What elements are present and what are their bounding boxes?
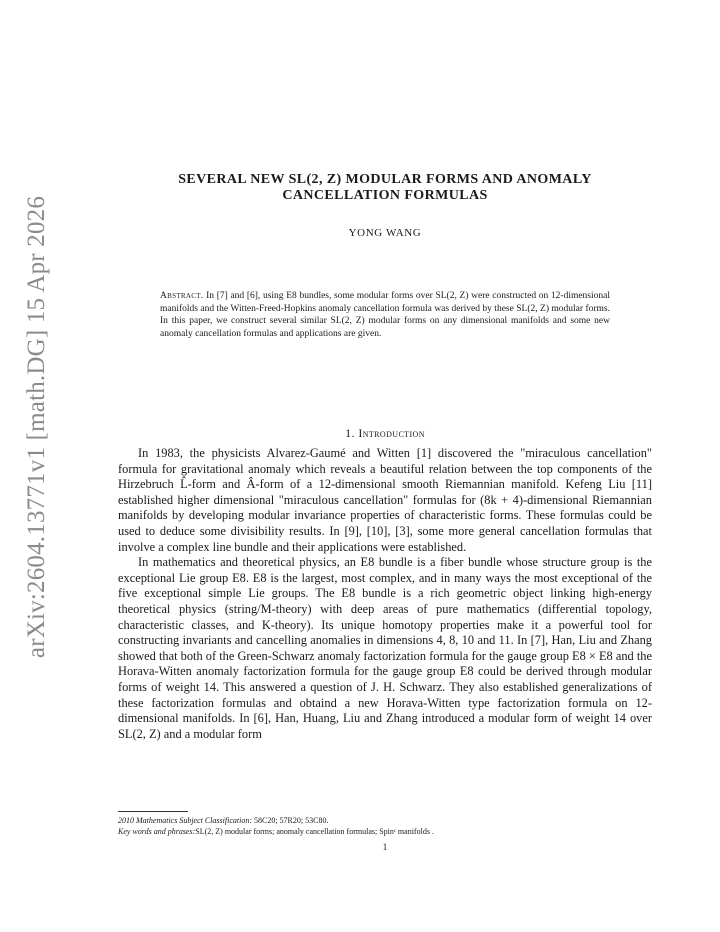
page-number: 1 bbox=[382, 843, 388, 853]
paper-title-line-1: SEVERAL NEW SL(2, Z) MODULAR FORMS AND ANOMALY bbox=[178, 172, 592, 187]
section-heading bbox=[118, 426, 652, 441]
footnote-classification bbox=[118, 815, 652, 826]
paper-title-line-2: CANCELLATION FORMULAS bbox=[282, 188, 488, 203]
classification-value: 58C20; 57R20; 53C80. bbox=[253, 816, 329, 825]
paragraph: In 1983, the physicists Alvarez-Gaumé and Witten [1] discovered the "miraculous cancellation" formula for gravitational anomaly which reveals a beautiful relation between the top components of the Hirzebruch L̂-form and Â-form of a 12-dimensional smooth Riemannian manifold. Kefeng Liu [11] established higher dimensional "miraculous cancellation" formulas for (8k + 4)-dimensional Riemannian manifolds by developing modular invariance properties of characteristic forms. These formulas could be used to deduce some divisibility results. In [9], [10], [3], some more general cancellation formulas that involve a complex line bundle and their applications were established. bbox=[118, 446, 652, 554]
paper-title bbox=[118, 172, 652, 204]
abstract-label: Abstract. bbox=[160, 291, 204, 301]
arxiv-identifier-stamp bbox=[20, 195, 54, 659]
classification-label: 2010 Mathematics Subject Classification: bbox=[118, 816, 252, 825]
body-text bbox=[118, 446, 652, 742]
keywords-value: SL(2, Z) modular forms; anomaly cancellation formulas; Spinᶜ manifolds . bbox=[195, 827, 434, 836]
section-title: Introduction bbox=[358, 426, 425, 440]
paragraph: In mathematics and theoretical physics, an E8 bundle is a fiber bundle whose structure group is the exceptional Lie group E8. E8 is the largest, most complex, and in many ways the most exceptional of the five exceptional simple Lie groups. The E8 bundle is a rich geometric object linking high-energy theoretical physics (string/M-theory) with deep areas of pure mathematics (differential topology, characteristic classes, and K-theory). Its unique homotopy properties make it a powerful tool for constructing invariants and cancelling anomalies in dimensions 4, 8, 10 and 11. In [7], Han, Liu and Zhang showed that both of the Green-Schwarz anomaly factorization formula for the gauge group E8 × E8 and the Horava-Witten anomaly factorization formula for the gauge group E8 could be derived through modular forms of weight 14. This answered a question of J. H. Schwarz. They also established generalizations of these factorization formulas and obtaind a new Horava-Witten type factorization formula on 12-dimensional manifolds. In [6], Han, Huang, Liu and Zhang introduced a modular form of weight 14 over SL(2, Z) and a modular form bbox=[118, 555, 652, 741]
section-number: 1. bbox=[345, 426, 355, 440]
paper-author: YONG WANG bbox=[348, 227, 422, 239]
footnote-keywords bbox=[118, 826, 652, 837]
abstract-text: In [7] and [6], using E8 bundles, some modular forms over SL(2, Z) were constructed on 12-dimensional manifolds and the Witten-Freed-Hopkins anomaly cancellation formula was derived by these SL(2, Z) modular forms. In this paper, we construct several similar SL(2, Z) modular forms on any dimensional manifolds and some new anomaly cancellation formulas and applications are given. bbox=[160, 291, 611, 339]
keywords-label: Key words and phrases: bbox=[118, 827, 196, 836]
footnote-rule bbox=[118, 811, 188, 812]
arxiv-identifier-text: arXiv:2604.13771v1 [math.DG] 15 Apr 2026 bbox=[23, 195, 50, 659]
footnotes bbox=[118, 815, 652, 837]
abstract-block bbox=[160, 290, 610, 340]
